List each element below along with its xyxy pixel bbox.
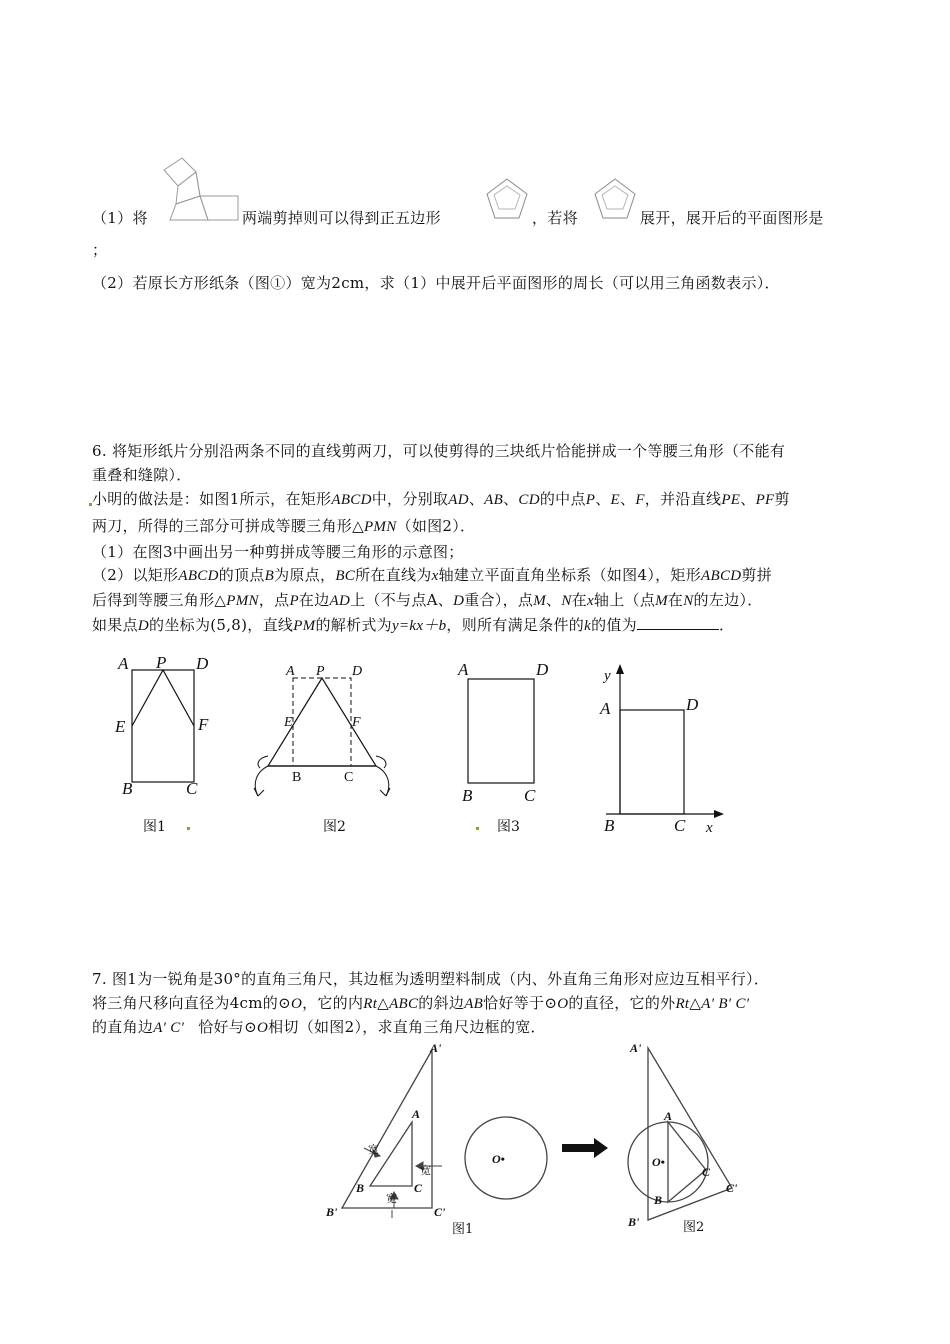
q7-caption-1: 图1 [452,1222,474,1237]
q7-arrow-icon [560,1138,610,1158]
svg-text:宽: 宽 [368,1144,379,1156]
q5-line1c: ，若将 [532,209,578,227]
q7-figure-2 [622,1036,752,1236]
q6-caption-1: 图1 [143,819,166,835]
label-B: B [462,786,473,805]
q6-caption-2: 图2 [323,819,346,835]
svg-text:宽: 宽 [420,1165,431,1177]
label-E: E [115,717,126,736]
svg-text:A': A' [430,1041,442,1055]
svg-text:A: A [412,1107,421,1121]
q7-line1: 7. 图1为一锐角是30°的直角三角尺，其边框为透明塑料制成（内、外直角三角形对应边互相平行）． [92,970,770,988]
q6-figure-4 [590,660,730,840]
label-D: D [686,695,699,714]
q5-line1d: 展开，展开后的平面图形是 [640,209,824,227]
q5-strip-figure [160,156,242,222]
q5-pentagon-folded-icon [592,176,638,222]
q5-pentagon-icon [484,176,530,222]
q7-caption-2: 图2 [683,1220,705,1235]
q5-line1-end: ； [92,241,108,259]
label-P: P [316,664,325,679]
q5-line1b: 两端剪掉则可以得到正五边形 [242,209,441,227]
svg-text:C: C [414,1181,423,1195]
svg-text:C': C' [434,1205,446,1219]
label-E: E [284,715,293,730]
q6-caption-3: 图3 [497,819,520,835]
answer-blank[interactable] [637,615,719,630]
label-F: F [198,715,209,734]
svg-text:O•: O• [492,1152,505,1166]
label-x: x [706,820,713,836]
q7-figure-1-ruler [320,1040,460,1230]
label-y: y [604,668,611,684]
q6-line5: （1）在图3中画出另一种剪拼成等腰三角形的示意图； [92,543,464,561]
svg-text:A': A' [630,1041,642,1055]
svg-text:O•: O• [652,1155,665,1169]
label-B: B [292,770,302,785]
q6-figure-1 [110,650,220,805]
svg-text:C': C' [726,1181,738,1195]
q5-line1: （1）将 [92,209,148,227]
label-A: A [286,664,295,679]
q7-line3: 的直角边A′ C′ 恰好与⊙O相切（如图2），求直角三角尺边框的宽． [92,1018,546,1036]
label-C: C [674,816,686,835]
label-B: B [604,816,615,835]
q6-line3: 小明的做法是：如图1所示，在矩形ABCD中，分别取AD、AB、CD的中点P、E、F，并沿直线PE、PF剪 [92,490,790,508]
svg-text:B': B' [628,1215,640,1229]
q7-circle-o [462,1114,552,1204]
label-C: C [344,770,354,785]
q6-line4: 两刀，所得的三部分可拼成等腰三角形△PMN（如图2）． [92,517,476,535]
label-C: C [186,779,198,798]
label-F: F [352,715,361,730]
svg-text:B: B [356,1181,365,1195]
label-A: A [118,654,129,673]
q6-line8: 如果点D的坐标为(5,8)，直线PM的解析式为y=kx＋b，则所有满足条件的k的值为 ． [92,616,735,634]
q6-line2: 重叠和缝隙）． [92,466,192,484]
label-D: D [536,660,549,679]
svg-text:A: A [664,1109,673,1123]
label-P: P [156,653,167,672]
q7-line2: 将三角尺移向直径为4cm的⊙O，它的内Rt△ABC的斜边AB恰好等于⊙O的直径，它的外Rt△A′ B′ C′ [92,994,750,1012]
label-D: D [352,664,363,679]
label-A: A [458,660,469,679]
svg-text:宽: 宽 [386,1193,397,1205]
label-D: D [196,654,209,673]
q5-line2: （2）若原长方形纸条（图①）宽为2cm，求（1）中展开后平面图形的周长（可以用三角函数表示）． [92,274,780,292]
q6-figure-3 [450,655,560,805]
label-B: B [122,779,133,798]
label-A: A [600,699,611,718]
q6-figure-2 [248,660,398,810]
svg-text:B': B' [326,1205,338,1219]
label-C: C [524,786,536,805]
q6-line6: （2）以矩形ABCD的顶点B为原点，BC所在直线为x轴建立平面直角坐标系（如图4），矩形ABCD剪拼 [92,566,773,584]
q6-line1: 6. 将矩形纸片分别沿两条不同的直线剪两刀，可以使剪得的三块纸片恰能拼成一个等腰三角形（不能有 [92,442,786,460]
svg-text:C: C [702,1165,711,1179]
svg-text:B: B [654,1193,663,1207]
q6-line7: 后得到等腰三角形△PMN，点P在边AD上（不与点A、D重合），点M、N在x轴上（点M在N的左边）． [92,591,763,609]
